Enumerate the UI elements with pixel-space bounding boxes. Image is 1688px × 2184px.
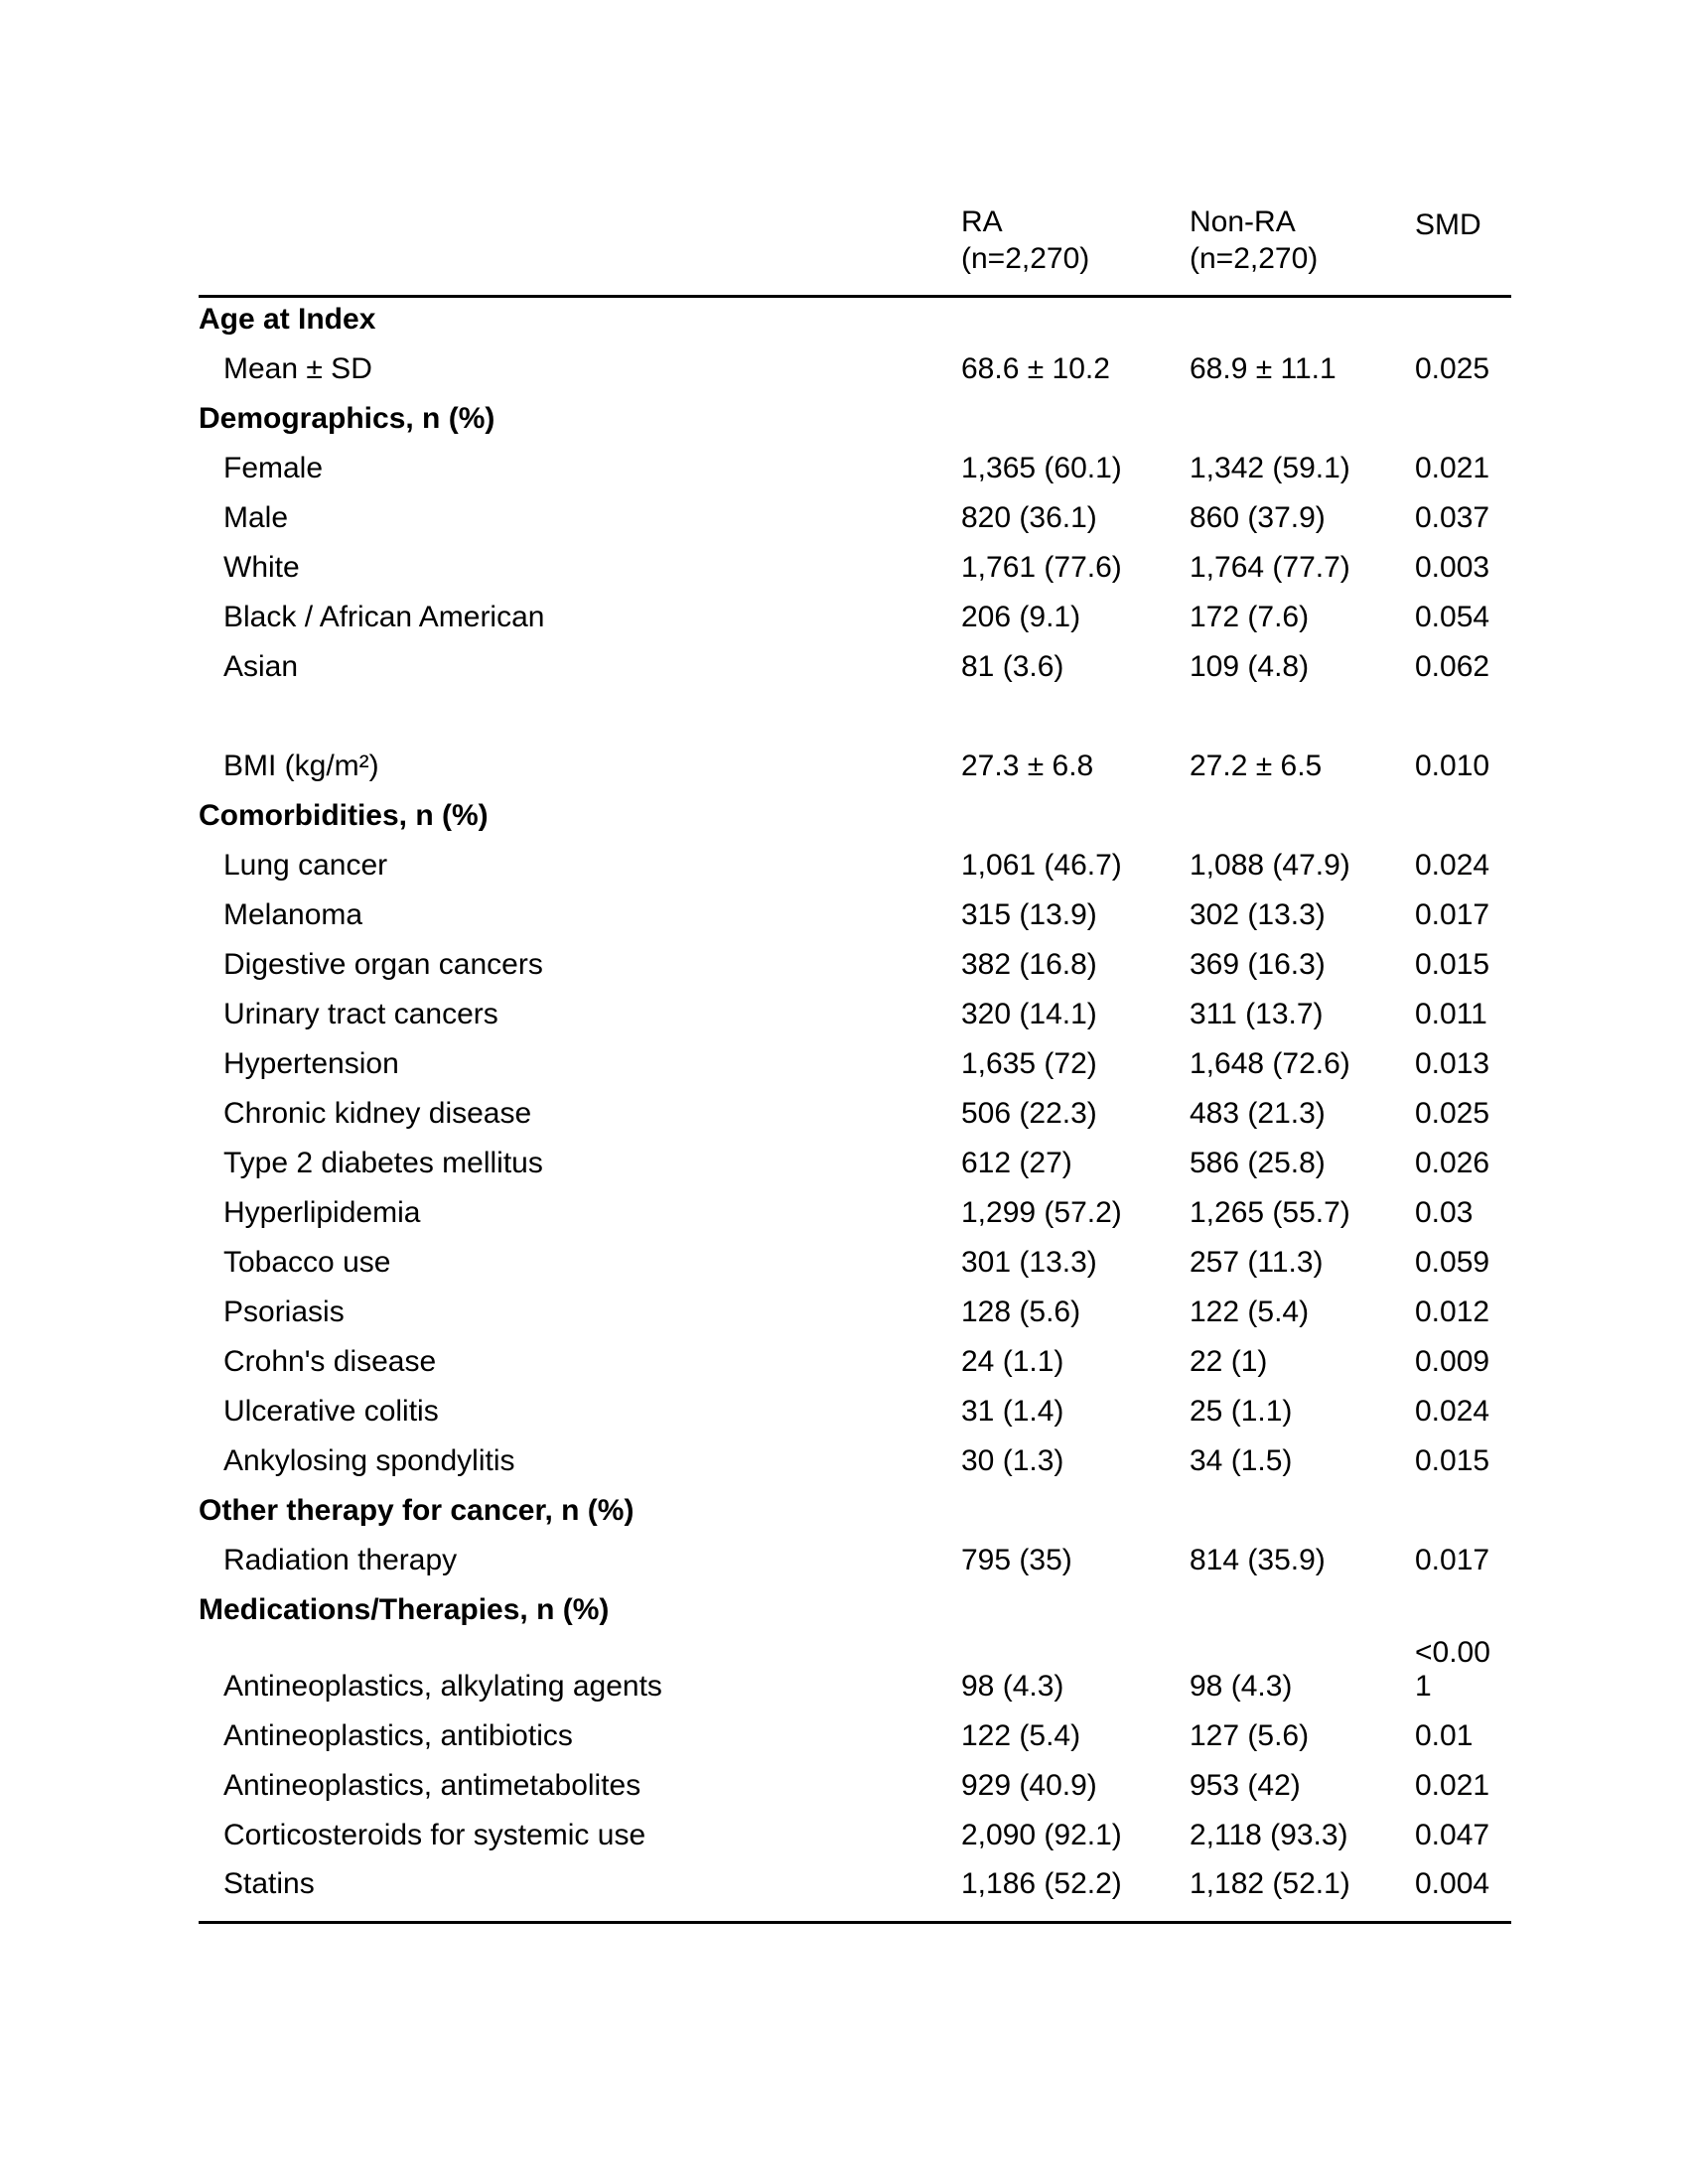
ra-value: 206 (9.1) [961, 601, 1081, 633]
smd-value: 0.047 [1415, 1819, 1490, 1851]
smd-value: 0.037 [1415, 501, 1490, 534]
smd-value [1415, 296, 1511, 345]
smd-value: 0.011 [1415, 998, 1487, 1030]
ra-value: 929 (40.9) [961, 1769, 1097, 1802]
nonra-value: 109 (4.8) [1190, 650, 1310, 683]
smd-value: 0.059 [1415, 1246, 1490, 1279]
nonra-value: 1,764 (77.7) [1190, 551, 1350, 584]
smd-value: 0.012 [1415, 1296, 1490, 1328]
ra-value: 1,299 (57.2) [961, 1196, 1122, 1229]
table-row [199, 842, 1511, 891]
ra-value: 24 (1.1) [961, 1345, 1064, 1378]
header-nonra-line1: Non-RA [1190, 205, 1296, 238]
row-label: Age at Index [199, 303, 376, 336]
table-body [199, 296, 1511, 1922]
ra-value: 98 (4.3) [961, 1670, 1064, 1703]
smd-value: 0.017 [1415, 1544, 1490, 1576]
section-row [199, 296, 1511, 345]
ra-value: 1,761 (77.6) [961, 551, 1122, 584]
row-label: Mean ± SD [223, 352, 372, 385]
ra-value: 128 (5.6) [961, 1296, 1081, 1328]
row-label: Male [223, 501, 289, 534]
row-label: Hypertension [223, 1047, 399, 1080]
nonra-value [1190, 792, 1415, 842]
table-row [199, 891, 1511, 941]
table-row [199, 1636, 1511, 1712]
smd-value [1415, 1487, 1511, 1537]
table-row [199, 345, 1511, 395]
row-label: White [223, 551, 300, 584]
row-label: Melanoma [223, 898, 363, 931]
nonra-value: 1,265 (55.7) [1190, 1196, 1350, 1229]
row-label: Female [223, 452, 324, 484]
table-row [199, 743, 1511, 792]
ra-value [961, 296, 1190, 345]
row-label: Medications/Therapies, n (%) [199, 1593, 610, 1626]
nonra-value: 586 (25.8) [1190, 1147, 1326, 1179]
smd-value: 0.01 [1415, 1719, 1474, 1752]
table-row [199, 991, 1511, 1040]
ra-value: 31 (1.4) [961, 1395, 1064, 1428]
smd-value: 0.024 [1415, 1395, 1490, 1428]
ra-value: 1,365 (60.1) [961, 452, 1122, 484]
table-row [199, 1537, 1511, 1586]
row-label: Chronic kidney disease [223, 1097, 532, 1130]
table-row [199, 1090, 1511, 1140]
smd-value: 0.054 [1415, 601, 1490, 633]
ra-value: 81 (3.6) [961, 650, 1064, 683]
table-row [199, 1861, 1511, 1922]
row-label: Statins [223, 1866, 315, 1900]
nonra-value [1190, 1586, 1415, 1636]
smd-value: 0.021 [1415, 1769, 1490, 1802]
section-row [199, 1487, 1511, 1537]
row-label: Ulcerative colitis [223, 1395, 439, 1428]
ra-value [961, 1487, 1190, 1537]
table-header [199, 169, 1511, 296]
row-label: BMI (kg/m²) [223, 750, 379, 782]
ra-value: 795 (35) [961, 1544, 1072, 1576]
nonra-value: 1,648 (72.6) [1190, 1047, 1350, 1080]
section-row [199, 395, 1511, 445]
row-label: Other therapy for cancer, n (%) [199, 1494, 634, 1527]
spacer-row [199, 693, 1511, 743]
header-row [199, 169, 1511, 296]
row-label: Hyperlipidemia [223, 1196, 421, 1229]
nonra-value: 172 (7.6) [1190, 601, 1310, 633]
section-row [199, 792, 1511, 842]
smd-value: 0.015 [1415, 1444, 1490, 1477]
header-ra-line1: RA [961, 205, 1003, 238]
smd-value: 0.009 [1415, 1345, 1490, 1378]
smd-value: 0.062 [1415, 650, 1490, 683]
table-row [199, 1189, 1511, 1239]
row-label: Antineoplastics, antimetabolites [223, 1769, 641, 1802]
smd-value [1415, 792, 1511, 842]
ra-value: 506 (22.3) [961, 1097, 1097, 1130]
nonra-value: 369 (16.3) [1190, 948, 1326, 981]
smd-value [1415, 693, 1511, 743]
nonra-value [1190, 395, 1415, 445]
ra-value: 2,090 (92.1) [961, 1819, 1122, 1851]
smd-value: 0.03 [1415, 1196, 1474, 1229]
nonra-value: 953 (42) [1190, 1769, 1301, 1802]
ra-value: 301 (13.3) [961, 1246, 1097, 1279]
nonra-value: 122 (5.4) [1190, 1296, 1310, 1328]
section-row [199, 1586, 1511, 1636]
smd-value: 0.004 [1415, 1866, 1490, 1900]
ra-value: 612 (27) [961, 1147, 1072, 1179]
row-label: Lung cancer [223, 849, 388, 882]
ra-value: 320 (14.1) [961, 998, 1097, 1030]
table-row [199, 1239, 1511, 1289]
ra-value: 30 (1.3) [961, 1444, 1064, 1477]
nonra-value: 34 (1.5) [1190, 1444, 1293, 1477]
table-row [199, 643, 1511, 693]
header-nonra-line2: (n=2,270) [1190, 241, 1319, 275]
smd-value [1415, 395, 1511, 445]
ra-value: 122 (5.4) [961, 1719, 1081, 1752]
row-label: Demographics, n (%) [199, 402, 495, 435]
row-label: Tobacco use [223, 1246, 391, 1279]
smd-value: 0.013 [1415, 1047, 1490, 1080]
table-row [199, 1388, 1511, 1437]
table-row [199, 1140, 1511, 1189]
nonra-value: 27.2 ± 6.5 [1190, 750, 1323, 782]
smd-value: 0.026 [1415, 1147, 1490, 1179]
ra-value [961, 693, 1190, 743]
header-label-column [199, 169, 961, 296]
smd-value: 0.021 [1415, 452, 1490, 484]
ra-value: 1,061 (46.7) [961, 849, 1122, 882]
smd-value: 0.015 [1415, 948, 1490, 981]
ra-value [961, 792, 1190, 842]
smd-value: 0.024 [1415, 849, 1490, 882]
table-row [199, 941, 1511, 991]
row-label: Type 2 diabetes mellitus [223, 1147, 543, 1179]
row-label: Antineoplastics, antibiotics [223, 1719, 573, 1752]
nonra-value: 1,182 (52.1) [1190, 1866, 1350, 1900]
nonra-value: 25 (1.1) [1190, 1395, 1293, 1428]
nonra-value: 814 (35.9) [1190, 1544, 1326, 1576]
nonra-value: 311 (13.7) [1190, 998, 1324, 1030]
table-row [199, 594, 1511, 643]
smd-value: 0.025 [1415, 352, 1490, 385]
nonra-value: 22 (1) [1190, 1345, 1268, 1378]
row-label [199, 693, 961, 743]
nonra-value [1190, 296, 1415, 345]
row-label: Psoriasis [223, 1296, 345, 1328]
ra-value: 27.3 ± 6.8 [961, 750, 1094, 782]
row-label: Ankylosing spondylitis [223, 1444, 515, 1477]
ra-value: 1,186 (52.2) [961, 1866, 1122, 1900]
smd-value: 0.025 [1415, 1097, 1490, 1130]
nonra-value: 483 (21.3) [1190, 1097, 1326, 1130]
row-label: Black / African American [223, 601, 545, 633]
smd-value: <0.001 [1415, 1636, 1490, 1703]
row-label: Corticosteroids for systemic use [223, 1819, 646, 1851]
nonra-value: 127 (5.6) [1190, 1719, 1310, 1752]
ra-value [961, 395, 1190, 445]
smd-value: 0.017 [1415, 898, 1490, 931]
row-label: Radiation therapy [223, 1544, 458, 1576]
nonra-value: 98 (4.3) [1190, 1670, 1293, 1703]
row-label: Asian [223, 650, 299, 683]
table-row [199, 445, 1511, 494]
header-smd-column: SMD [1415, 207, 1481, 241]
row-label: Antineoplastics, alkylating agents [223, 1670, 662, 1703]
table-row [199, 1762, 1511, 1812]
header-ra-line2: (n=2,270) [961, 241, 1090, 275]
nonra-value [1190, 693, 1415, 743]
smd-value: 0.010 [1415, 750, 1490, 782]
table-row [199, 494, 1511, 544]
nonra-value: 860 (37.9) [1190, 501, 1326, 534]
ra-value: 68.6 ± 10.2 [961, 352, 1110, 385]
table-row [199, 1338, 1511, 1388]
nonra-value: 1,342 (59.1) [1190, 452, 1350, 484]
ra-value: 382 (16.8) [961, 948, 1097, 981]
nonra-value [1190, 1487, 1415, 1537]
row-label: Urinary tract cancers [223, 998, 498, 1030]
header-nonra-column [1190, 169, 1415, 296]
nonra-value: 68.9 ± 11.1 [1190, 352, 1336, 385]
smd-value: 0.003 [1415, 551, 1490, 584]
nonra-value: 257 (11.3) [1190, 1246, 1324, 1279]
row-label: Digestive organ cancers [223, 948, 543, 981]
header-ra-column [961, 169, 1190, 296]
nonra-value: 1,088 (47.9) [1190, 849, 1350, 882]
ra-value: 315 (13.9) [961, 898, 1097, 931]
nonra-value: 302 (13.3) [1190, 898, 1326, 931]
table-row [199, 1712, 1511, 1762]
nonra-value: 2,118 (93.3) [1190, 1819, 1348, 1851]
table-row [199, 1812, 1511, 1861]
table-row [199, 1437, 1511, 1487]
table-row [199, 1040, 1511, 1090]
table-row [199, 1289, 1511, 1338]
ra-value: 820 (36.1) [961, 501, 1097, 534]
row-label: Crohn's disease [223, 1345, 437, 1378]
ra-value: 1,635 (72) [961, 1047, 1097, 1080]
baseline-characteristics-table [199, 169, 1511, 1924]
row-label: Comorbidities, n (%) [199, 799, 489, 832]
ra-value [961, 1586, 1190, 1636]
table-row [199, 544, 1511, 594]
smd-value [1415, 1586, 1511, 1636]
